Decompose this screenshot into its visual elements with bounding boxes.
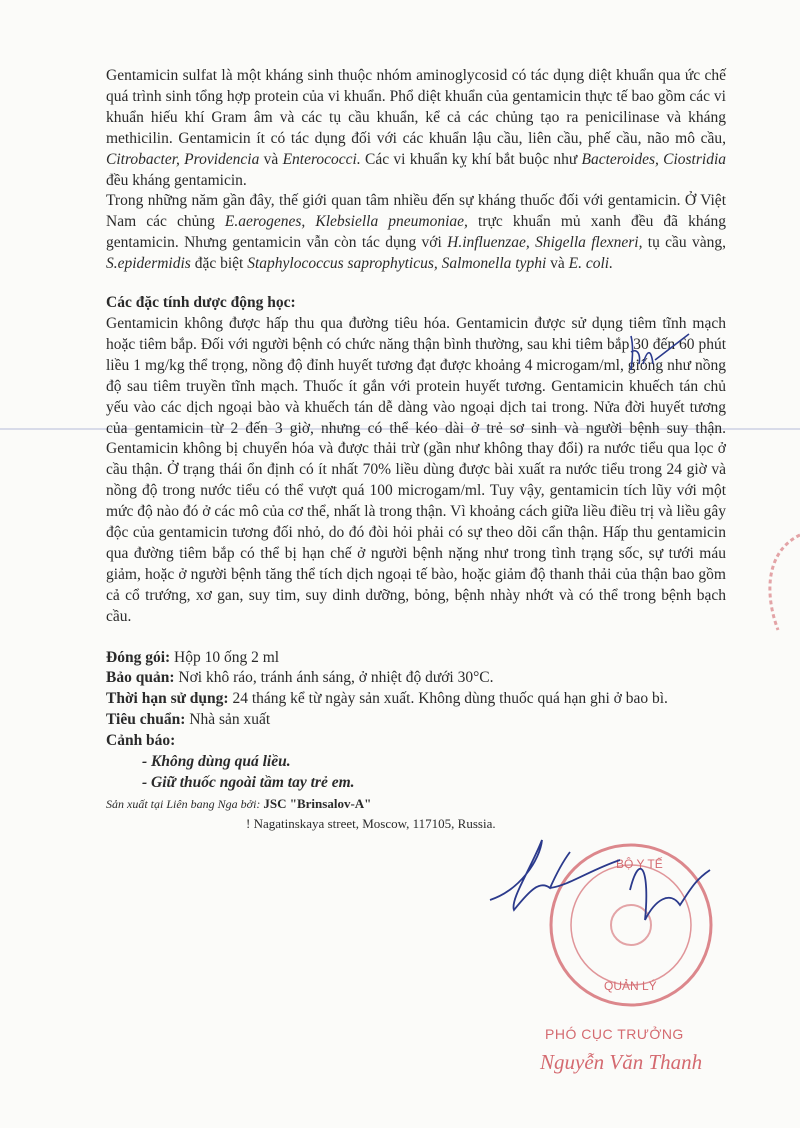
manufacturer-address: ! Nagatinskaya street, Moscow, 117105, Russia. (246, 815, 496, 831)
standard-row: Tiêu chuẩn: Nhà sản xuất (106, 711, 271, 729)
pharmacokinetics-heading: Các đặc tính dược động học: (106, 294, 296, 312)
stamp-top-text: BỘ Y TẾ (616, 857, 663, 871)
signer-name: Nguyễn Văn Thanh (540, 1050, 703, 1074)
paragraph-antibacterial-spectrum: Gentamicin sulfat là một kháng sinh thuộc nhóm aminoglycosid có tác dụng diệt khuẩn qua ức chế quá trình sinh tổng hợp protein của vi khuẩn. Phổ diệt khuẩn của gentamicin thực tế bao gồm các vi khuẩn hiếu khí Gram âm và các tụ cầu khuẩn, kể cả các chủng tạo ra penicilinase và kháng methicilin. Gentamicin ít có tác dụng đối với các khuẩn lậu cầu, liên cầu, phế cầu, não mô cầu, Citrobacter, Providencia và Enterococci. Các vi khuẩn kỵ khí bắt buộc như Bacteroides, Ciostridia đều kháng gentamicin. (106, 67, 726, 189)
storage-row: Bảo quản: Nơi khô ráo, tránh ánh sáng, ở nhiệt độ dưới 30°C. (106, 669, 494, 687)
warning-item: - Không dùng quá liều. (142, 753, 291, 771)
stamp-bottom-text: QUẢN LÝ (604, 979, 657, 993)
manufacturer-line: Sản xuất tại Liên bang Nga bởi: JSC "Brinsalov-A" (106, 795, 372, 811)
warning-heading: Cảnh báo: (106, 732, 176, 750)
packaging-row: Đóng gói: Hộp 10 ống 2 ml (106, 648, 280, 666)
handwritten-signature-icon (480, 830, 720, 960)
warning-item: - Giữ thuốc ngoài tầm tay trẻ em. (142, 774, 355, 791)
signer-title: PHÓ CỤC TRƯỞNG (545, 1026, 684, 1042)
initials-signature-icon (625, 330, 695, 380)
document-body (106, 66, 726, 834)
edge-stamp-icon (758, 530, 800, 640)
paragraph-pharmacokinetics: Gentamicin không được hấp thu qua đường tiêu hóa. Gentamicin được sử dụng tiêm tĩnh mạch hoặc tiêm bắp. Đối với người bệnh có chức năng thận bình thường, sau khi tiêm bắp 30 đến 60 phút liều 1 mg/kg thể trọng, nồng độ đỉnh huyết tương đạt được khoảng 4 microgam/ml, giống như nồng độ sau tiêm truyền tĩnh mạch. Thuốc ít gắn với protein huyết tương. Gentamicin khuếch tán chủ yếu vào các dịch ngoại bào và khuếch tán dễ dàng vào ngoại dịch tai trong. Nửa đời huyết tương của gentamicin từ 2 đến 3 giờ, nhưng có thể kéo dài ở trẻ sơ sinh và người bệnh suy thận. Gentamicin không bị chuyển hóa và được thải trừ (gần như không thay đổi) ra nước tiểu qua lọc ở cầu thận. Ở trạng thái ổn định có ít nhất 70% liều dùng được bài xuất ra nước tiểu trong 24 giờ và nồng độ trong nước tiểu có thể vượt quá 100 microgam/ml. Tuy vậy, gentamicin tích lũy với một mức độ nào đó ở các mô của cơ thể, nhất là trong thận. Vì khoảng cách giữa liều điều trị và liều gây độc của gentamicin tương đối nhỏ, do đó đòi hỏi phải có sự theo dõi cẩn thận. Hấp thu gentamicin qua đường tiêm bắp có thể bị hạn chế ở người bệnh nặng như trong tình trạng sốc, sự tưới máu giảm, hoặc ở người bệnh tăng thể tích dịch ngoại tế bào, hoặc giảm độ thanh thải của thận bao gồm cả cổ trướng, xơ gan, suy tim, suy dinh dưỡng, bỏng, bệnh nhày nhớt và có thể trong bệnh bạch cầu. (106, 314, 726, 625)
shelf-life-row: Thời hạn sử dụng: 24 tháng kể từ ngày sản xuất. Không dùng thuốc quá hạn ghi ở bao bì. (106, 690, 668, 708)
paragraph-resistance: Trong những năm gần đây, thế giới quan tâm nhiều đến sự kháng thuốc đối với gentamicin. Ở Việt Nam các chủng E.aerogenes, Klebsiella pneumoniae, trực khuẩn mủ xanh đều đã kháng gentamicin. Nhưng gentamicin vẫn còn tác dụng với H.influenzae, Shigella flexneri, tụ cầu vàng, S.epidermidis đặc biệt Staphylococcus saprophyticus, Salmonella typhi và E. coli. (106, 192, 727, 273)
